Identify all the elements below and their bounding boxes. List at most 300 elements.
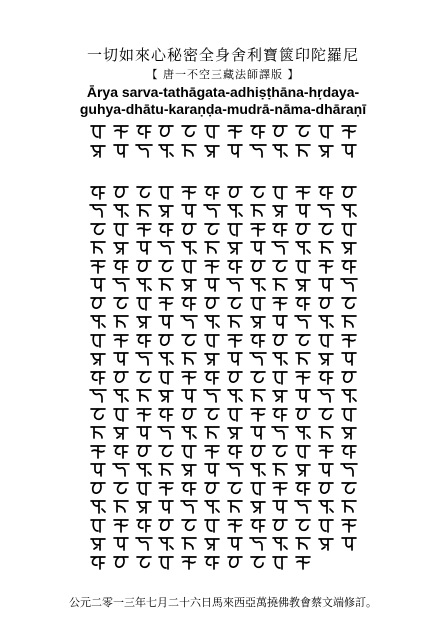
siddham-line — [88, 553, 362, 571]
siddham-aksara — [156, 201, 176, 219]
siddham-aksara — [88, 122, 108, 140]
siddham-aksara — [134, 368, 154, 386]
siddham-aksara — [156, 122, 176, 140]
siddham-aksara — [134, 201, 154, 219]
siddham-line — [88, 479, 362, 497]
siddham-aksara — [179, 201, 199, 219]
siddham-aksara — [248, 405, 268, 423]
siddham-aksara — [111, 553, 131, 571]
siddham-aksara — [225, 405, 245, 423]
siddham-aksara — [202, 368, 222, 386]
siddham-aksara — [225, 349, 245, 367]
siddham-aksara — [156, 257, 176, 275]
siddham-aksara — [339, 405, 359, 423]
siddham-aksara — [202, 349, 222, 367]
siddham-aksara — [134, 534, 154, 552]
siddham-line — [88, 442, 362, 460]
siddham-aksara — [270, 275, 290, 293]
siddham-aksara — [111, 460, 131, 478]
siddham-aksara — [293, 238, 313, 256]
siddham-aksara — [270, 516, 290, 534]
siddham-aksara — [134, 479, 154, 497]
siddham-aksara — [293, 349, 313, 367]
siddham-aksara — [156, 386, 176, 404]
siddham-aksara — [88, 257, 108, 275]
siddham-aksara — [339, 257, 359, 275]
siddham-aksara — [202, 553, 222, 571]
siddham-aksara — [339, 122, 359, 140]
siddham-aksara — [248, 257, 268, 275]
siddham-aksara — [88, 553, 108, 571]
siddham-aksara — [316, 238, 336, 256]
siddham-aksara — [316, 312, 336, 330]
siddham-aksara — [111, 201, 131, 219]
siddham-aksara — [202, 423, 222, 441]
siddham-aksara — [88, 349, 108, 367]
siddham-aksara — [179, 141, 199, 159]
siddham-aksara — [270, 460, 290, 478]
siddham-aksara — [202, 122, 222, 140]
siddham-aksara — [270, 312, 290, 330]
siddham-aksara — [225, 516, 245, 534]
revision-note: 公元二零一三年七月二十六日馬來西亞萬撓佛教會蔡文端修訂。 — [69, 596, 377, 609]
siddham-aksara — [88, 534, 108, 552]
siddham-aksara — [293, 442, 313, 460]
siddham-aksara — [339, 275, 359, 293]
siddham-aksara — [270, 141, 290, 159]
siddham-aksara — [339, 349, 359, 367]
siddham-aksara — [202, 312, 222, 330]
siddham-aksara — [134, 349, 154, 367]
siddham-aksara — [179, 238, 199, 256]
siddham-line — [88, 460, 362, 478]
siddham-aksara — [293, 479, 313, 497]
siddham-aksara — [270, 368, 290, 386]
siddham-aksara — [270, 220, 290, 238]
siddham-aksara — [225, 183, 245, 201]
siddham-aksara — [88, 201, 108, 219]
siddham-aksara — [179, 312, 199, 330]
siddham-aksara — [293, 122, 313, 140]
siddham-aksara — [225, 201, 245, 219]
siddham-aksara — [202, 238, 222, 256]
siddham-aksara — [202, 183, 222, 201]
siddham-aksara — [179, 331, 199, 349]
siddham-aksara — [111, 534, 131, 552]
siddham-line — [88, 312, 362, 330]
siddham-aksara — [225, 312, 245, 330]
siddham-aksara — [248, 238, 268, 256]
siddham-aksara — [88, 423, 108, 441]
siddham-aksara — [134, 405, 154, 423]
siddham-line — [88, 122, 362, 140]
siddham-aksara — [156, 534, 176, 552]
siddham-aksara — [270, 497, 290, 515]
siddham-aksara — [339, 141, 359, 159]
siddham-aksara — [316, 294, 336, 312]
siddham-aksara — [270, 331, 290, 349]
siddham-aksara — [156, 349, 176, 367]
siddham-line — [88, 516, 362, 534]
siddham-aksara — [270, 442, 290, 460]
siddham-aksara — [248, 368, 268, 386]
siddham-aksara — [88, 368, 108, 386]
siddham-aksara — [111, 183, 131, 201]
siddham-aksara — [225, 220, 245, 238]
siddham-aksara — [156, 497, 176, 515]
siddham-line — [88, 294, 362, 312]
siddham-aksara — [225, 479, 245, 497]
siddham-aksara — [156, 405, 176, 423]
siddham-aksara — [316, 368, 336, 386]
siddham-aksara — [293, 183, 313, 201]
siddham-aksara — [88, 275, 108, 293]
siddham-aksara — [111, 257, 131, 275]
siddham-aksara — [316, 534, 336, 552]
siddham-aksara — [225, 386, 245, 404]
siddham-aksara — [111, 497, 131, 515]
siddham-aksara — [225, 423, 245, 441]
siddham-aksara — [248, 220, 268, 238]
siddham-aksara — [156, 423, 176, 441]
siddham-aksara — [88, 497, 108, 515]
siddham-line — [88, 220, 362, 238]
siddham-aksara — [316, 183, 336, 201]
siddham-aksara — [88, 220, 108, 238]
siddham-aksara — [179, 122, 199, 140]
siddham-aksara — [88, 405, 108, 423]
siddham-aksara — [156, 553, 176, 571]
siddham-aksara — [179, 442, 199, 460]
siddham-aksara — [316, 141, 336, 159]
siddham-aksara — [339, 534, 359, 552]
translator-subtitle: 【 唐一不空三藏法師譯版 】 — [146, 68, 300, 81]
siddham-aksara — [316, 460, 336, 478]
siddham-aksara — [179, 534, 199, 552]
siddham-aksara — [293, 386, 313, 404]
siddham-aksara — [134, 122, 154, 140]
siddham-aksara — [270, 183, 290, 201]
siddham-aksara — [202, 294, 222, 312]
siddham-aksara — [316, 122, 336, 140]
siddham-aksara — [270, 257, 290, 275]
siddham-aksara — [134, 312, 154, 330]
siddham-aksara — [339, 238, 359, 256]
siddham-aksara — [156, 516, 176, 534]
siddham-aksara — [339, 460, 359, 478]
siddham-aksara — [270, 201, 290, 219]
siddham-aksara — [293, 331, 313, 349]
siddham-aksara — [225, 294, 245, 312]
siddham-aksara — [179, 294, 199, 312]
siddham-aksara — [111, 312, 131, 330]
siddham-aksara — [248, 312, 268, 330]
siddham-aksara — [202, 497, 222, 515]
siddham-aksara — [293, 497, 313, 515]
siddham-aksara — [339, 442, 359, 460]
siddham-aksara — [111, 442, 131, 460]
siddham-aksara — [156, 479, 176, 497]
siddham-aksara — [248, 201, 268, 219]
siddham-aksara — [339, 516, 359, 534]
siddham-aksara — [248, 386, 268, 404]
siddham-aksara — [293, 553, 313, 571]
siddham-aksara — [111, 479, 131, 497]
siddham-aksara — [316, 275, 336, 293]
siddham-aksara — [316, 201, 336, 219]
siddham-aksara — [316, 331, 336, 349]
siddham-aksara — [111, 238, 131, 256]
siddham-aksara — [339, 386, 359, 404]
siddham-aksara — [156, 141, 176, 159]
siddham-line — [88, 497, 362, 515]
siddham-aksara — [179, 368, 199, 386]
siddham-line — [88, 331, 362, 349]
siddham-aksara — [316, 516, 336, 534]
siddham-aksara — [316, 257, 336, 275]
siddham-aksara — [179, 183, 199, 201]
siddham-aksara — [111, 331, 131, 349]
siddham-aksara — [248, 497, 268, 515]
siddham-aksara — [134, 331, 154, 349]
siddham-aksara — [134, 257, 154, 275]
siddham-aksara — [111, 122, 131, 140]
siddham-aksara — [248, 479, 268, 497]
siddham-aksara — [316, 442, 336, 460]
siddham-aksara — [248, 553, 268, 571]
siddham-aksara — [111, 294, 131, 312]
siddham-aksara — [202, 201, 222, 219]
siddham-aksara — [225, 368, 245, 386]
siddham-aksara — [316, 220, 336, 238]
siddham-aksara — [316, 349, 336, 367]
siddham-aksara — [156, 183, 176, 201]
chinese-title: 一切如來心秘密全身舍利寶篋印陀羅尼 — [86, 46, 359, 64]
siddham-aksara — [179, 257, 199, 275]
siddham-aksara — [270, 423, 290, 441]
siddham-aksara — [316, 405, 336, 423]
siddham-aksara — [134, 460, 154, 478]
siddham-aksara — [293, 405, 313, 423]
siddham-aksara — [179, 460, 199, 478]
siddham-aksara — [156, 220, 176, 238]
siddham-aksara — [270, 534, 290, 552]
siddham-aksara — [293, 368, 313, 386]
siddham-aksara — [202, 257, 222, 275]
siddham-aksara — [179, 553, 199, 571]
sanskrit-title-line-2: guhya-dhātu-karaṇḍa-mudrā-nāma-dhāraṇī — [79, 101, 367, 117]
siddham-aksara — [225, 257, 245, 275]
siddham-aksara — [179, 405, 199, 423]
siddham-line — [88, 257, 362, 275]
siddham-aksara — [156, 368, 176, 386]
siddham-line — [88, 368, 362, 386]
siddham-aksara — [134, 442, 154, 460]
siddham-aksara — [156, 331, 176, 349]
siddham-aksara — [202, 141, 222, 159]
siddham-aksara — [111, 423, 131, 441]
sanskrit-title-line-1: Ārya sarva-tathāgata-adhiṣṭhāna-hṛdaya- — [86, 84, 360, 100]
siddham-aksara — [293, 460, 313, 478]
siddham-aksara — [111, 141, 131, 159]
siddham-aksara — [270, 238, 290, 256]
siddham-line — [88, 386, 362, 404]
siddham-aksara — [248, 460, 268, 478]
siddham-aksara — [134, 497, 154, 515]
siddham-aksara — [339, 331, 359, 349]
siddham-aksara — [339, 183, 359, 201]
siddham-aksara — [293, 257, 313, 275]
siddham-aksara — [111, 220, 131, 238]
siddham-aksara — [179, 349, 199, 367]
siddham-aksara — [339, 201, 359, 219]
siddham-aksara — [202, 442, 222, 460]
siddham-aksara — [179, 479, 199, 497]
siddham-aksara — [225, 460, 245, 478]
siddham-aksara — [202, 331, 222, 349]
siddham-aksara — [225, 497, 245, 515]
siddham-aksara — [134, 183, 154, 201]
siddham-aksara — [225, 553, 245, 571]
siddham-aksara — [202, 275, 222, 293]
siddham-aksara — [134, 294, 154, 312]
siddham-aksara — [293, 516, 313, 534]
siddham-aksara — [339, 294, 359, 312]
siddham-aksara — [134, 275, 154, 293]
siddham-aksara — [134, 220, 154, 238]
siddham-aksara — [202, 516, 222, 534]
siddham-aksara — [225, 442, 245, 460]
siddham-aksara — [179, 516, 199, 534]
siddham-aksara — [270, 349, 290, 367]
siddham-aksara — [202, 479, 222, 497]
siddham-aksara — [156, 294, 176, 312]
siddham-aksara — [248, 534, 268, 552]
siddham-aksara — [111, 405, 131, 423]
siddham-script-block — [88, 122, 362, 571]
siddham-aksara — [134, 386, 154, 404]
siddham-aksara — [111, 368, 131, 386]
siddham-line — [88, 349, 362, 367]
siddham-aksara — [293, 423, 313, 441]
siddham-aksara — [156, 312, 176, 330]
siddham-aksara — [111, 349, 131, 367]
siddham-aksara — [316, 386, 336, 404]
siddham-aksara — [111, 386, 131, 404]
sanskrit-title — [60, 84, 386, 118]
siddham-line — [88, 405, 362, 423]
siddham-aksara — [88, 386, 108, 404]
siddham-aksara — [248, 516, 268, 534]
siddham-aksara — [225, 275, 245, 293]
siddham-line — [88, 534, 362, 552]
siddham-aksara — [179, 423, 199, 441]
siddham-aksara — [225, 238, 245, 256]
siddham-aksara — [134, 553, 154, 571]
siddham-aksara — [225, 534, 245, 552]
siddham-aksara — [88, 331, 108, 349]
siddham-aksara — [339, 312, 359, 330]
siddham-aksara — [248, 423, 268, 441]
siddham-aksara — [293, 275, 313, 293]
siddham-aksara — [248, 122, 268, 140]
siddham-aksara — [111, 275, 131, 293]
siddham-aksara — [202, 386, 222, 404]
siddham-line — [88, 201, 362, 219]
siddham-aksara — [293, 294, 313, 312]
siddham-aksara — [225, 141, 245, 159]
siddham-aksara — [316, 497, 336, 515]
siddham-aksara — [179, 386, 199, 404]
siddham-aksara — [179, 275, 199, 293]
siddham-aksara — [156, 460, 176, 478]
siddham-line — [88, 238, 362, 256]
siddham-aksara — [248, 275, 268, 293]
siddham-aksara — [339, 220, 359, 238]
siddham-aksara — [339, 423, 359, 441]
siddham-aksara — [134, 141, 154, 159]
siddham-aksara — [339, 479, 359, 497]
siddham-aksara — [134, 516, 154, 534]
siddham-line — [88, 141, 362, 159]
siddham-aksara — [270, 386, 290, 404]
siddham-aksara — [202, 220, 222, 238]
siddham-aksara — [156, 238, 176, 256]
siddham-aksara — [111, 516, 131, 534]
siddham-aksara — [270, 122, 290, 140]
siddham-aksara — [156, 275, 176, 293]
siddham-aksara — [248, 294, 268, 312]
siddham-aksara — [88, 442, 108, 460]
siddham-aksara — [88, 183, 108, 201]
siddham-aksara — [88, 479, 108, 497]
siddham-aksara — [316, 423, 336, 441]
siddham-aksara — [316, 479, 336, 497]
siddham-aksara — [88, 312, 108, 330]
siddham-line — [88, 183, 362, 201]
siddham-aksara — [339, 497, 359, 515]
siddham-aksara — [134, 423, 154, 441]
siddham-aksara — [248, 349, 268, 367]
siddham-aksara — [248, 442, 268, 460]
siddham-aksara — [134, 238, 154, 256]
siddham-aksara — [225, 122, 245, 140]
siddham-aksara — [339, 368, 359, 386]
siddham-aksara — [293, 312, 313, 330]
siddham-aksara — [248, 331, 268, 349]
siddham-aksara — [248, 141, 268, 159]
siddham-aksara — [293, 220, 313, 238]
siddham-line — [88, 275, 362, 293]
siddham-aksara — [179, 220, 199, 238]
siddham-line — [88, 423, 362, 441]
siddham-aksara — [156, 442, 176, 460]
siddham-aksara — [88, 294, 108, 312]
siddham-aksara — [248, 183, 268, 201]
siddham-aksara — [88, 141, 108, 159]
siddham-aksara — [88, 460, 108, 478]
siddham-aksara — [270, 479, 290, 497]
siddham-aksara — [270, 405, 290, 423]
siddham-aksara — [293, 534, 313, 552]
siddham-aksara — [293, 201, 313, 219]
siddham-aksara — [225, 331, 245, 349]
siddham-aksara — [88, 238, 108, 256]
siddham-aksara — [293, 141, 313, 159]
siddham-aksara — [202, 534, 222, 552]
siddham-aksara — [202, 460, 222, 478]
siddham-aksara — [270, 553, 290, 571]
